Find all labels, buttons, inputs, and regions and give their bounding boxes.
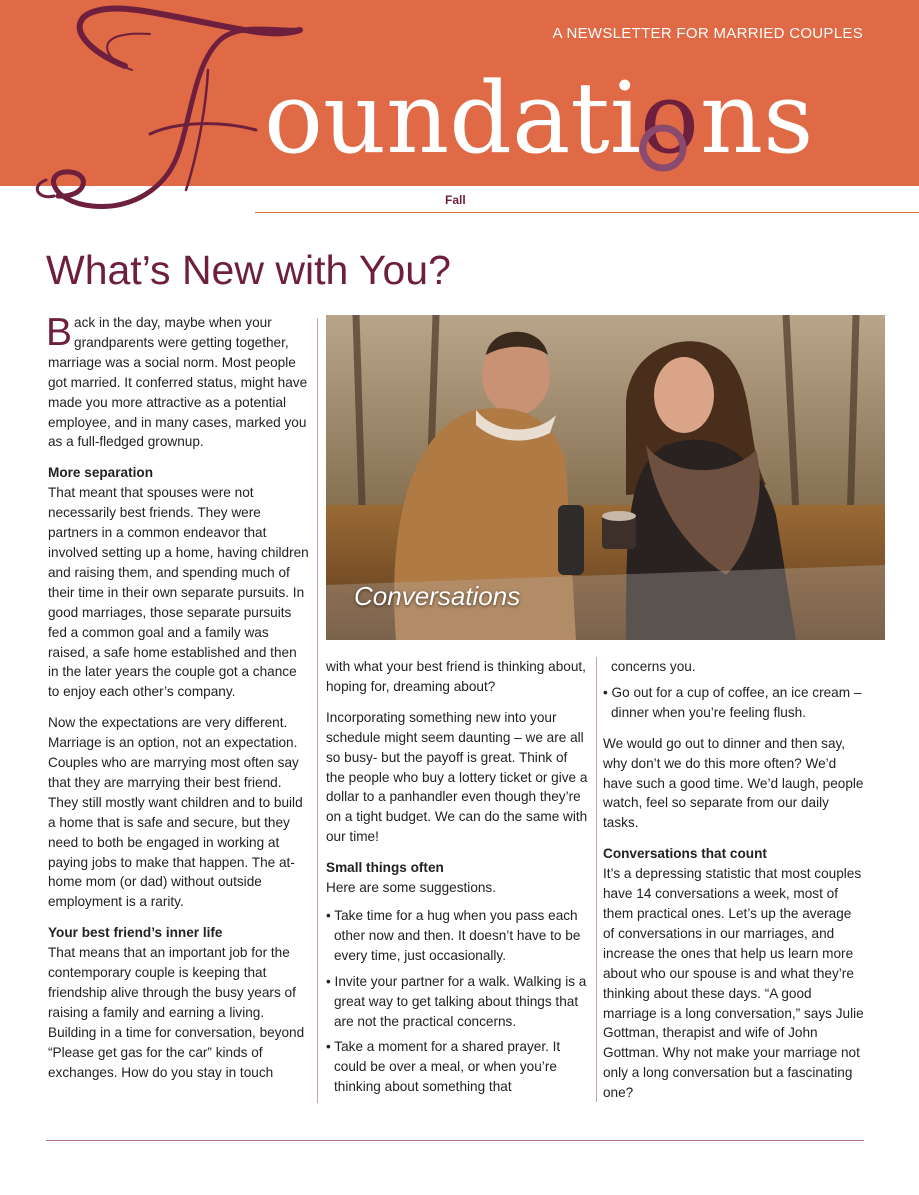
masthead-tagline: A NEWSLETTER FOR MARRIED COUPLES [552, 25, 863, 42]
paragraph-dinner: We would go out to dinner and then say, why don’t we do this more often? We’d have such a good time. We’d laugh, people watch, feel so separate from our daily tasks. [603, 735, 864, 831]
paragraph-expectations: Now the expectations are very different. Marriage is an option, not an expectation. Couples who are marrying most often say that they are marrying their best friend. They still mostly want children and to build a home that is safe and secure, but they need to both be engaged in working at paying jobs to make that happen. The at-home mom (or dad) without outside employment is a rarity. [48, 715, 303, 910]
masthead-title-end: ns [700, 62, 814, 176]
bullet-coffee: • Go out for a cup of coffee, an ice cream – dinner when you’re feeling flush. [603, 684, 862, 720]
page-headline: What’s New with You? [46, 247, 451, 293]
couple-photo [326, 315, 885, 640]
masthead-title-o: o [640, 62, 700, 176]
paragraph-continued-3: concerns you. [611, 659, 696, 674]
paragraph-inner-life: That means that an important job for the contemporary couple is keeping that friendship alive through the busy years of raising a family and earning a living. Building in a time for conversation, beyond “Please get gas for the car” kinds of exchanges. How do you stay in touch [48, 945, 305, 1080]
bullet-walk: • Invite your partner for a walk. Walking is a great way to get talking about things that are not the practical concerns. [326, 973, 587, 1029]
heading-inner-life: Your best friend’s inner life [48, 925, 223, 941]
drop-cap: B [46, 311, 73, 354]
column-3 [603, 657, 865, 1114]
heading-conversations-count: Conversations that count [603, 846, 767, 862]
paragraph-conversations-count: It’s a depressing statistic that most couples have 14 conversations a week, most of them practical ones. Let’s up the average of conversations in our marriages, and increase the ones that help us learn more about who our spouse is and what they’re thinking about these days. “A good marriage is a long conversation,” says Julie Gottman, therapist and wife of John Gottman. Why not make your marriage not only a long conversation but a fascinating one? [603, 866, 864, 1101]
heading-small-things: Small things often [326, 860, 444, 876]
column-1 [48, 313, 310, 1094]
bullet-prayer: • Take a moment for a shared prayer. It could be over a meal, or when you’re thinking about something that [326, 1039, 561, 1095]
masthead-rule [255, 212, 919, 213]
masthead-title-main: oundati [264, 62, 642, 176]
intro-text: ack in the day, maybe when your grandparents were getting together, marriage was a social norm. Most people got married. It conferred status, might have made you more attractive as a potential employee, and in many cases, marked you as a full-fledged grownup. [48, 315, 308, 450]
column-divider-2 [596, 657, 597, 1102]
column-divider-1 [317, 318, 318, 1103]
paragraph-something-new: Incorporating something new into your schedule might seem daunting – we are all so busy- but the payoff is great. Think of the people who buy a lottery ticket or give a dollar to a panhandler even though they’re on a tight budget. We can do the same with our time! [326, 709, 588, 845]
masthead-title [264, 62, 813, 176]
bullet-hug: • Take time for a hug when you pass each other now and then. It doesn’t have to be every time, just occasionally. [326, 907, 581, 963]
paragraph-continued-2: with what your best friend is thinking about, hoping for, dreaming about? [326, 659, 586, 694]
heading-more-separation: More separation [48, 465, 153, 481]
issue-season: Fall [445, 193, 466, 207]
intro-paragraph [48, 313, 310, 452]
paragraph-separation: That meant that spouses were not necessarily best friends. They were partners in a common endeavor that involved setting up a home, having children and raising them, and spending much of their time in their own separate pursuits. In good marriages, those separate pursuits fed a common goal and a family was raised, a safe home established and then in the later years the couple got a chance to enjoy each other’s company. [48, 485, 309, 700]
paragraph-suggestions: Here are some suggestions. [326, 880, 497, 896]
footer-rule [46, 1140, 864, 1141]
column-2 [326, 657, 588, 1108]
photo-caption: Conversations [354, 581, 521, 611]
